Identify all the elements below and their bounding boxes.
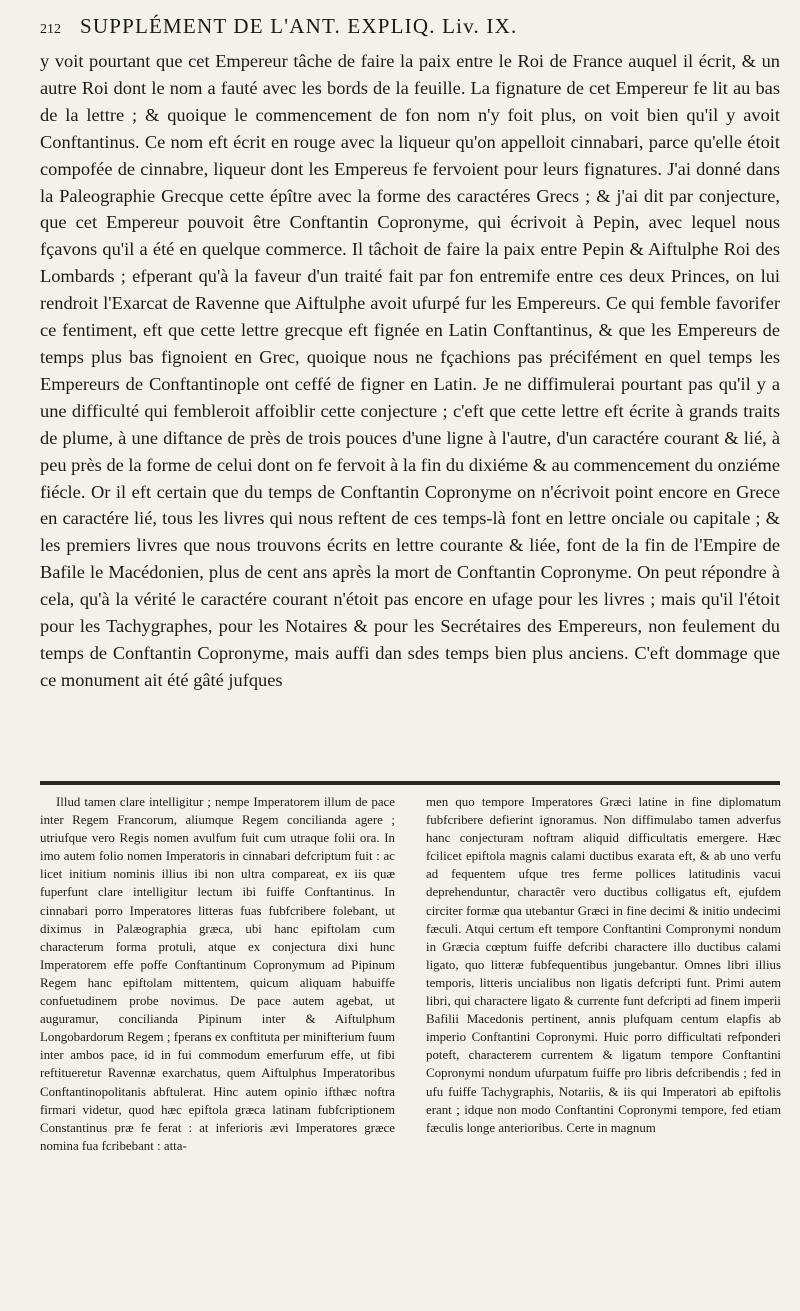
running-title: SUPPLÉMENT DE L'ANT. EXPLIQ. Liv. IX. bbox=[80, 14, 518, 38]
latin-column-right bbox=[426, 793, 781, 1137]
latin-paragraph-right: men quo tempore Imperatores Græci latine in fine diplomatum fubfcribere defierint ignoramus. Non diffimulabo tamen adverfus hanc conjecturam noftram aliquid difficultatis emergere. Hæc fcilicet epiftola magnis calami ductibus exarata eft, & ab uno verfu ad fequentem ufque tres ferme pollices latitudinis vacui deprehenduntur, charactêr vero ductibus colligatus eft, ejufdem circiter formæ qua utebantur Græci in fine decimi & initio undecimi fæculi. Atqui certum eft tempore Conftantini Compronymi nondum in Græcia cœptum fuiffe defcribi charactere illo ductibus calami ligato, quo litteræ fubfequentibus jungebantur. Omnes libri illius temporis, litteris uncialibus non ligatis defcripti funt. Primi autem libri, qui charactere ligato & currente funt defcripti ad finem imperii Bafilii Macedonis pertinent, annis plufquam centum elapfis ab imperio Conftantini Copronymi. Huic porro difficultati refponderi poteft, characterem currentem & ligatum tempore Conftantini Copronymi nondum ufurpatum fuiffe pro libris defcribendis ; fed in ufu fuiffe Tachygraphis, Notariis, & iis qui Imperatori ab epiftolis erant ; idque non modo Conftantini Copronymi tempore, fed etiam fæculis longe anterioribus. Certe in magnum bbox=[426, 795, 781, 1135]
section-divider bbox=[40, 781, 780, 785]
latin-column-left bbox=[40, 793, 395, 1155]
french-main-text bbox=[40, 48, 780, 694]
main-paragraph: y voit pourtant que cet Empereur tâche de faire la paix entre le Roi de France auquel il écrit, & un autre Roi dont le nom a fauté avec les bords de la feuille. La fignature de cet Empereur fe lit au bas de la lettre ; & quoique le commencement de fon nom n'y foit plus, on voit bien qu'il y avoit Conftantinus. Ce nom eft écrit en rouge avec la liqueur qu'on appelloit cinnabari, parce qu'elle étoit compofée de cinnabre, liqueur dont les Empereus fe fervoient pour leurs fignatures. J'ai donné dans la Paleographie Grecque cette épître avec la forme des caractéres Grecs ; & j'ai dit par conjecture, que cet Empereur pouvoit être Conftantin Copronyme, qui écrivoit à Pepin, avec lequel nous fçavons qu'il a été en quelque commerce. Il tâchoit de faire la paix entre Pepin & Aiftulphe Roi des Lombards ; efperant qu'à la faveur d'un traité fait par fon entremife entre ces deux Princes, on lui rendroit l'Exarcat de Ravenne que Aiftulphe avoit ufurpé fur les Empereurs. Ce qui femble favorifer ce fentiment, eft que cette lettre grecque eft fignée en Latin Conftantinus, & que les Empereurs de temps plus bas fignoient en Grec, quoique nous ne fçachions pas précifément en quel temps les Empereurs de Conftantinople ont ceffé de figner en Latin. Je ne diffimulerai pourtant pas qu'il y a une difficulté qui fembleroit affoiblir cette conjecture ; c'eft que cette lettre eft écrite à grands traits de plume, à une diftance de près de trois pouces d'une ligne à l'autre, d'un caractére courant & lié, à peu près de la forme de celui dont on fe fervoit à la fin du dixiéme & au commencement du onziéme fiécle. Or il eft certain que du temps de Conftantin Copronyme on n'écrivoit point encore en Grece en caractére lié, tous les livres qui nous reftent de ces temps-là font en lettre onciale ou capitale ; & les premiers livres que nous trouvons écrits en lettre courante & liée, font de la fin de l'Empire de Bafile le Macédonien, plus de cent ans après la mort de Conftantin Copronyme. On peut répondre à cela, qu'à la vérité le caractére courant n'étoit pas encore en ufage pour les livres ; mais qu'il l'étoit pour les Tachygraphes, pour les Notaires & pour les Secrétaires des Empereurs, non feulement du temps de Conftantin Copronyme, mais auffi dan sdes temps bien plus anciens. C'eft dommage que ce monument ait été gâté jufques bbox=[40, 51, 780, 690]
latin-paragraph-left: Illud tamen clare intelligitur ; nempe Imperatorem illum de pace inter Regem Francorum, aliumque Regem concilianda agere ; utriufque vero Regis nomen avulfum fuit cum utraque folii ora. In imo autem folio nomen Imperatoris in cinnabari defcriptum fuit : ac licet initium nominis illius ibi non ultra compareat, ex iis quæ fuperfunt clare intelligitur lectum ibi fuiffe Conftantinus. In cinnabari porro Imperatores litteras fuas fubfcribere folebant, ut diximus in Palæographia græca, ubi hanc epiftolam cum characterum forma protuli, atque ex conjectura dixi hunc Imperatorem effe poffe Conftantinum Copronymum ad Pipinum Regem hanc epiftolam mittentem, quicum aliquam habuiffe confuetudinem probe novimus. De pace autem agebat, ut auguramur, concilianda Pipinum inter & Aiftulphum Longobardorum Regem ; fperans ex conftituta per minifterium fuum inter ambos pace, id in fui commodum emerfurum effe, ut fibi reftitueretur Ravennæ exarchatus, quem Aiftulphus Imperatoribus Conftantinopolitanis abftulerat. Hinc autem opinio ifthæc noftra firmari videtur, quod hæc epiftola græca latinam fubfcriptionem Constantinus præ fe ferat : at inferioris ævi Imperatores græce nomina fua fcribebant : atta- bbox=[40, 795, 395, 1153]
running-header bbox=[40, 10, 780, 46]
page-number: 212 bbox=[40, 22, 61, 37]
